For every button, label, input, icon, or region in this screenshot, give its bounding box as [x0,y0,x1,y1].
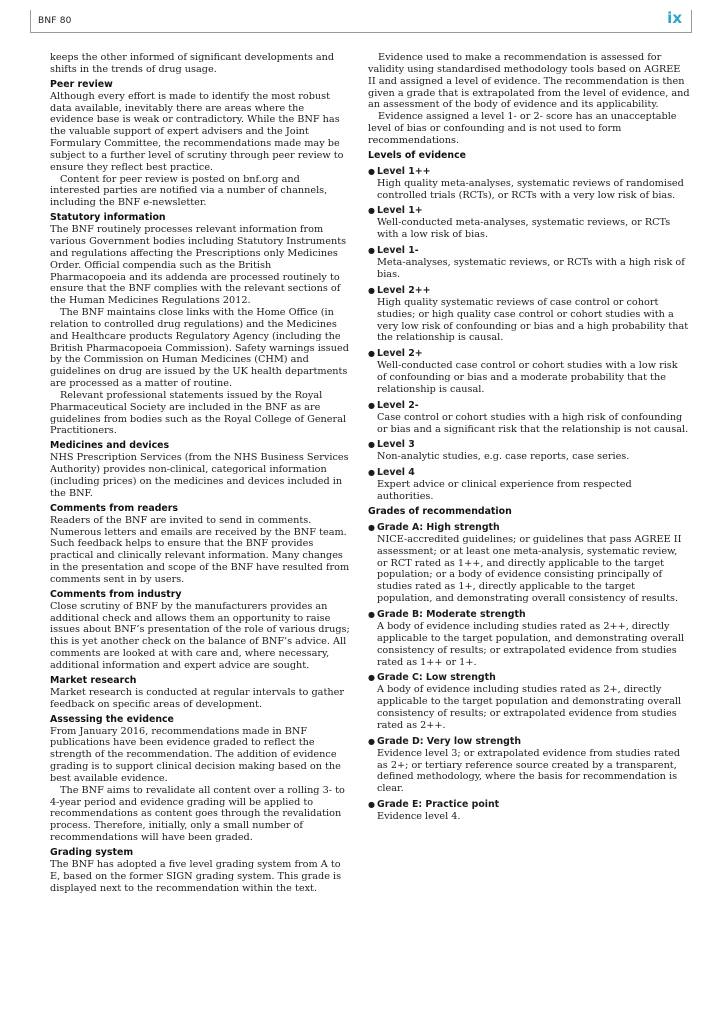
level-title: Level 1+ [377,205,423,217]
level-title: Level 1- [377,245,419,257]
level-text: Expert advice or clinical experience from respected authorities. [377,479,632,503]
paragraph: NHS Prescription Services (from the NHS Business Services Authority) provides non-clinical, categorical information (including prices) on the medicines and devices included in the BNF. [50,452,349,499]
bullet-icon: ● [368,206,375,216]
header-rule [30,32,692,33]
bullet-icon: ● [368,246,375,256]
section-heading-grading: Grading system [50,846,134,858]
bullet-icon: ● [368,736,375,746]
grade-item [368,609,690,668]
grade-text: Evidence level 4. [377,811,461,823]
paragraph: The BNF maintains close links with the Home Office (in relation to controlled drug regulations) and the Medicines and Healthcare products Regulatory Agency (including the British Pharmacopoeia Commission). Safety warnings issued by the Commission on Human Medicines (CHM) and guidelines on drug are issued by the UK health departments are processed as a matter of routine. [50,307,349,390]
section-heading-levels: Levels of evidence [368,149,466,161]
grade-item [368,799,690,823]
grade-title: Grade D: Very low strength [377,735,522,747]
paragraph: Readers of the BNF are invited to send in comments. Numerous letters and emails are received by the BNF team. Such feedback helps to ensure that the BNF provides practical and clinically relevant information. Many changes in the presentation and scope of the BNF have resulted from comments sent in by users. [50,514,350,585]
level-item [368,348,690,396]
grade-title: Grade B: Moderate strength [377,609,526,620]
bullet-icon: ● [368,285,375,295]
level-item [368,439,690,463]
section-heading-readers: Comments from readers [50,502,178,514]
bullet-icon: ● [368,440,375,450]
level-text: Well-conducted case control or cohort studies with a low risk of confounding or bias and a moderate probability that the relationship is causal. [377,360,678,395]
level-item [368,467,690,503]
level-title: Level 2+ [377,348,423,360]
paragraph: The BNF aims to revalidate all content over a rolling 3- to 4-year period and evidence grading will be applied to recommendations as content goes through the revalidation process. Therefore, initially, only a small number of recommendations will have been graded. [50,784,345,844]
level-item [368,245,690,281]
grade-item [368,736,690,795]
grade-text: A body of evidence including studies rated as 2++, directly applicable to the target population, and demonstrating overall consistency of results; or extrapolated evidence from studies rated as 1++ or 1+. [377,621,685,668]
level-item [368,285,690,344]
page-header [30,6,692,32]
paragraph: Content for peer review is posted on bnf.org and interested parties are notified via a number of channels, including the BNF e-newsletter. [50,173,328,209]
paragraph: The BNF has adopted a five level grading system from A to E, based on the former SIGN grading system. This grade is displayed next to the recommendation within the text. [50,858,342,894]
section-heading-grades: Grades of recommendation [368,505,512,517]
left-column [50,52,350,894]
level-text: High quality systematic reviews of case control or cohort studies; or high quality case control or cohort studies with a very low risk of confounding or bias and a high probability that the relationship is causal. [377,296,689,344]
right-column [368,52,690,823]
grade-text: NICE-accredited guidelines; or guidelines that pass AGREE II assessment; or at least one meta-analysis, systematic review, or RCT rated as 1++, and directly applicable to the target population; or a body of evidence consisting principally of studies rated as 1+, directly applicable to the target population, and demonstrating overall consistency of results. [377,533,682,605]
level-text: Non-analytic studies, e.g. case reports, case series. [377,451,630,463]
paragraph: Evidence assigned a level 1- or 2- score has an unacceptable level of bias or confounding and is not used to form recommendations. [368,111,677,146]
paragraph: Market research is conducted at regular intervals to gather feedback on specific areas of development. [50,686,344,710]
paragraph: The BNF routinely processes relevant information from various Government bodies including Statutory Instruments and regulations affecting the Prescriptions only Medicines Order. Official compendia such as the British Pharmacopoeia and its addenda are processed routinely to ensure that the BNF complies with the relevant sections of the Human Medicines Regulations 2012. [50,224,347,307]
grade-item [368,522,690,605]
paragraph: Close scrutiny of BNF by the manufacturers provides an additional check and allows them an opportunity to raise issues about BNF’s presentation of the role of various drugs; this is yet another check on the balance of BNF’s advice. All comments are looked at with care and, where necessary, additional information and expert advice are sought. [50,600,350,671]
level-text: High quality meta-analyses, systematic reviews of randomised controlled trials (RCTs), or RCTs with a very low risk of bias. [377,177,684,201]
bullet-icon: ● [368,673,375,683]
level-item [368,205,690,241]
grade-title: Grade E: Practice point [377,799,500,811]
bullet-icon: ● [368,522,375,532]
bullet-icon: ● [368,468,375,478]
level-title: Level 1++ [377,165,431,177]
running-head: BNF 80 [38,16,72,26]
header-right-rule [691,10,692,32]
level-item [368,400,690,436]
level-title: Level 4 [377,467,415,479]
level-title: Level 2- [377,399,419,411]
grade-text: A body of evidence including studies rated as 2+, directly applicable to the target population and demonstrating overall consistency of results; or extrapolated evidence from studies rated as 2++. [377,684,682,731]
section-heading-statutory: Statutory information [50,212,166,224]
bullet-icon: ● [368,349,375,359]
section-heading-medicines: Medicines and devices [50,440,170,452]
bullet-icon: ● [368,400,375,410]
bullet-icon: ● [368,610,375,619]
paragraph: Evidence used to make a recommendation is assessed for validity using standardised methodology tools based on AGREE II and assigned a level of evidence. The recommendation is then given a grade that is extrapolated from the level of evidence, and an assessment of the body of evidence and its applicability. [368,52,690,111]
paragraph: From January 2016, recommendations made in BNF publications have been evidence graded to reflect the strength of the recommendation. The addition of evidence grading is to support clinical decision making based on the best available evidence. [50,725,341,784]
grade-item [368,672,690,731]
section-heading-assessing: Assessing the evidence [50,713,174,725]
level-text: Meta-analyses, systematic reviews, or RCTs with a high risk of bias. [377,257,685,280]
bullet-icon: ● [368,166,375,176]
level-title: Level 3 [377,439,415,451]
grade-text: Evidence level 3; or extrapolated evidence from studies rated as 2+; or tertiary reference source created by a transparent, defined methodology, where the basis for recommendation is clear. [377,747,681,795]
header-left-rule [30,10,31,32]
paragraph: Although every effort is made to identify the most robust data available, inevitably there are areas where the evidence base is weak or contradictory. While the BNF has the valuable support of expert advisers and the Joint Formulary Committee, the recommendations made may be subject to a further level of scrutiny through peer review to ensure they reflect best practice. [50,90,344,173]
section-heading-industry: Comments from industry [50,588,182,600]
grade-title: Grade A: High strength [377,521,500,533]
level-title: Level 2++ [377,284,431,296]
section-heading-market: Market research [50,674,137,686]
bullet-icon: ● [368,800,375,810]
level-text: Case control or cohort studies with a high risk of confounding or bias and a significant risk that the relationship is not causal. [377,411,689,435]
level-text: Well-conducted meta-analyses, systematic reviews, or RCTs with a low risk of bias. [377,217,671,241]
section-heading-peer-review: Peer review [50,78,113,90]
page-number: ix [667,9,682,27]
intro-paragraph: keeps the other informed of significant developments and shifts in the trends of drug usage. [50,52,335,75]
level-item [368,166,690,202]
grade-title: Grade C: Low strength [377,672,496,684]
paragraph: Relevant professional statements issued by the Royal Pharmaceutical Society are included in the BNF as are guidelines from bodies such as the Royal College of General Practitioners. [50,389,347,437]
